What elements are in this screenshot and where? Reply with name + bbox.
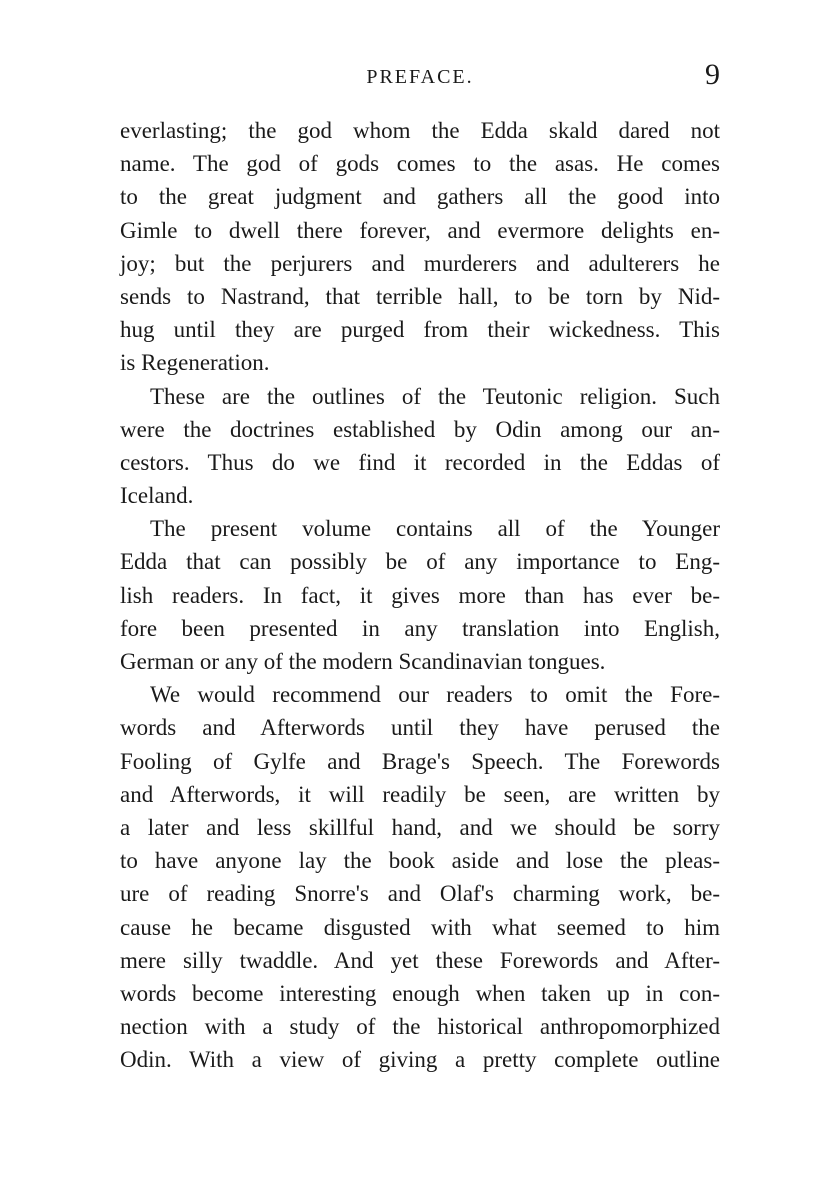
running-head (120, 58, 720, 98)
text-line: words become interesting enough when taken up in con- (120, 980, 720, 1006)
page-number: 9 (705, 58, 720, 91)
text-line: Iceland. (120, 483, 194, 509)
text-line: is Regeneration. (120, 350, 270, 376)
text-line: were the doctrines established by Odin among our an- (120, 416, 720, 442)
text-line: fore been presented in any translation into English, (120, 615, 720, 641)
text-line: and Afterwords, it will readily be seen, are written by (120, 781, 720, 807)
text-line: Edda that can possibly be of any importance to Eng- (120, 549, 720, 575)
text-line: hug until they are purged from their wickedness. This (120, 317, 720, 343)
text-line: cestors. Thus do we find it recorded in the Eddas of (120, 449, 720, 475)
text-line: a later and less skillful hand, and we should be sorry (120, 814, 720, 840)
text-line: lish readers. In fact, it gives more than has ever be- (120, 582, 720, 608)
text-line: everlasting; the god whom the Edda skald dared not (120, 118, 720, 143)
running-head-title: PREFACE. (366, 66, 474, 88)
text-line: Fooling of Gylfe and Brage's Speech. The Forewords (120, 748, 720, 774)
text-line: cause he became disgusted with what seemed to him (120, 914, 720, 940)
text-line: nection with a study of the historical anthropomorphized (120, 1014, 720, 1040)
text-line: sends to Nastrand, that terrible hall, to be torn by Nid- (120, 283, 720, 309)
text-line: Odin. With a view of giving a pretty complete outline (120, 1047, 720, 1073)
text-line: Gimle to dwell there forever, and evermore delights en- (120, 217, 720, 243)
text-line: mere silly twaddle. And yet these Forewords and After- (120, 947, 720, 973)
text-line: ure of reading Snorre's and Olaf's charming work, be- (120, 881, 720, 907)
text-line: joy; but the perjurers and murderers and adulterers he (120, 250, 720, 276)
text-line: We would recommend our readers to omit the Fore- (150, 682, 720, 708)
text-line: These are the outlines of the Teutonic religion. Such (150, 383, 720, 409)
text-line: to the great judgment and gathers all the good into (120, 184, 720, 210)
text-line: to have anyone lay the book aside and lose the pleas- (120, 848, 720, 874)
body-text (120, 114, 720, 1076)
text-line: name. The god of gods comes to the asas. He comes (120, 151, 720, 177)
text-line: words and Afterwords until they have perused the (120, 715, 720, 741)
text-line: German or any of the modern Scandinavian tongues. (120, 649, 606, 674)
text-line: The present volume contains all of the Younger (150, 516, 720, 542)
